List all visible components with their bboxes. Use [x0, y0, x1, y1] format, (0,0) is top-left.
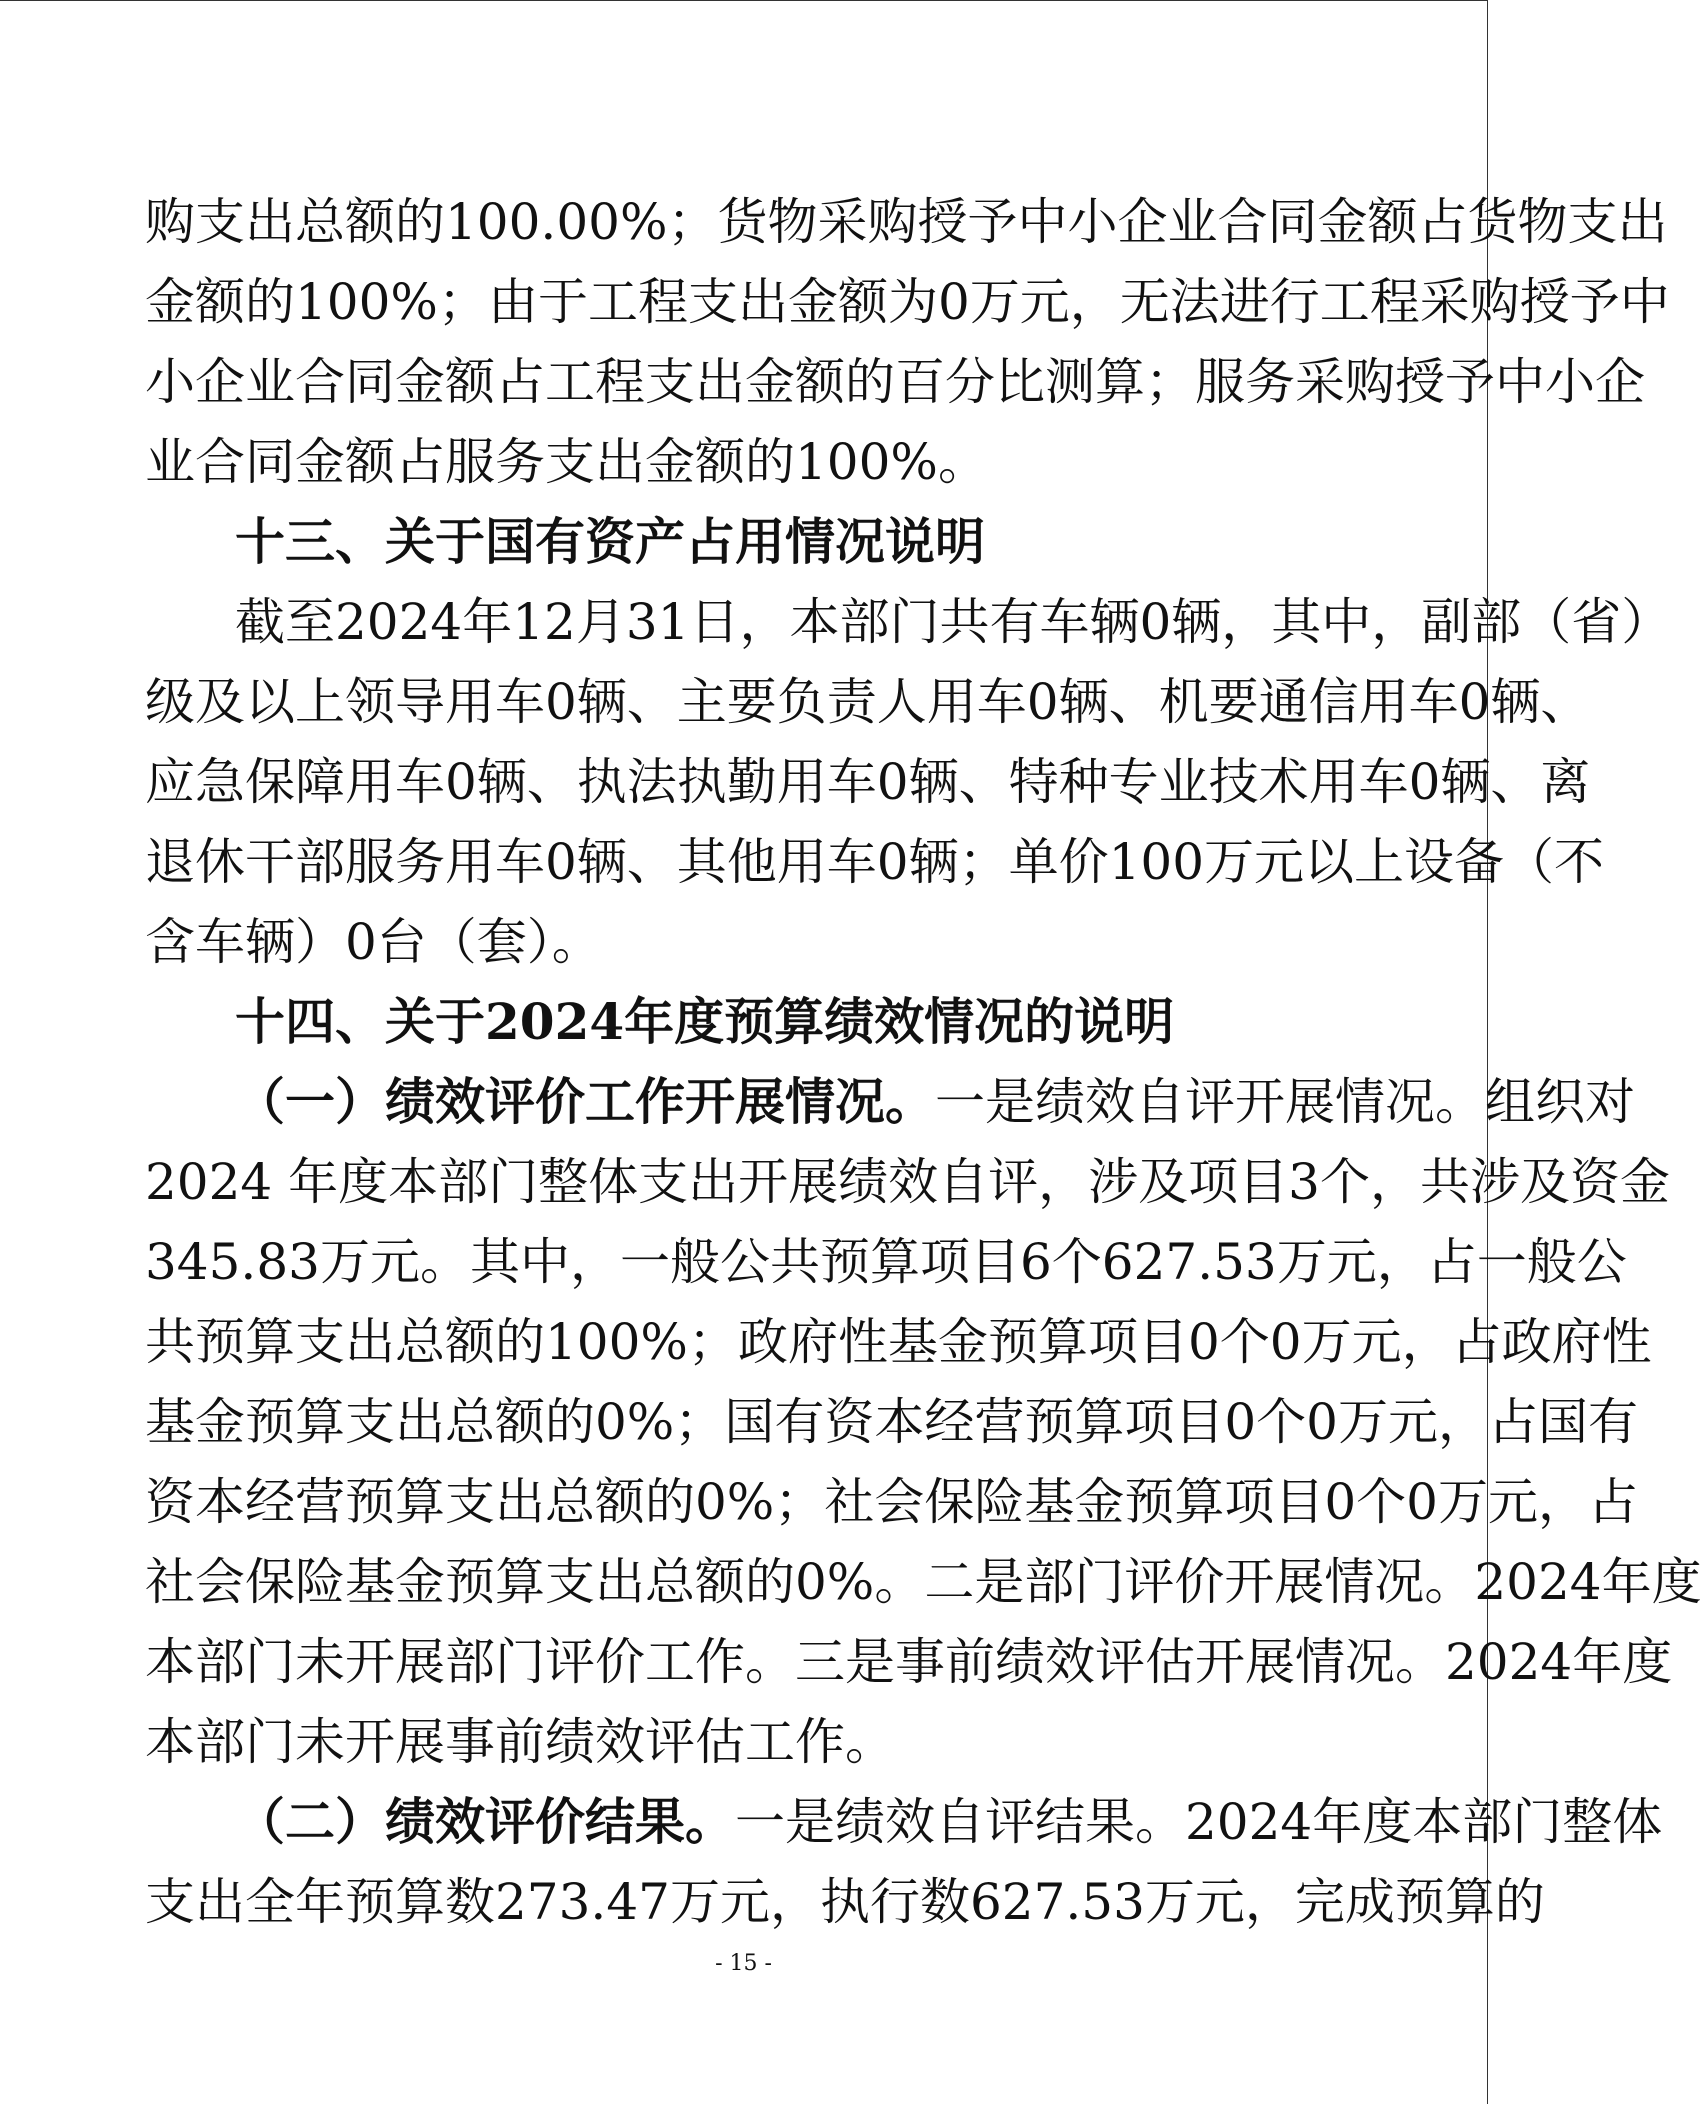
paragraph-line: [145, 1702, 1340, 1782]
body-text: 一是绩效自评结果。2024年度本部门整体: [735, 1793, 1663, 1851]
body-text: 业合同金额占服务支出金额的100%。: [145, 433, 988, 491]
body-text: 支出全年预算数273.47万元，执行数627.53万元，完成预算的: [145, 1873, 1545, 1931]
paragraph-line: [145, 1622, 1673, 1702]
paragraph-line: [145, 182, 1668, 262]
paragraph-line: [145, 582, 1672, 662]
paragraph-line: [145, 1542, 1702, 1622]
bold-lead-text: （一）绩效评价工作开展情况。: [235, 1072, 935, 1131]
body-text: 345.83万元。其中，一般公共预算项目6个627.53万元，占一般公: [145, 1233, 1627, 1291]
body-text: 本部门未开展事前绩效评估工作。: [145, 1713, 895, 1771]
paragraph-line: [145, 662, 1591, 742]
paragraph-line: [145, 422, 1340, 502]
section-heading: [145, 982, 1340, 1062]
page-number: - 15 -: [715, 1951, 772, 1976]
body-text: 截至2024年12月31日，本部门共有车辆0辆，其中，副部（省）: [235, 593, 1672, 651]
paragraph-line: [145, 1222, 1627, 1302]
paragraph-line: [145, 1062, 1635, 1142]
section-heading: [145, 502, 1340, 582]
body-text: 退休干部服务用车0辆、其他用车0辆；单价100万元以上设备（不: [145, 833, 1605, 891]
body-text: 资本经营预算支出总额的0%；社会保险基金预算项目0个0万元，占: [145, 1473, 1638, 1531]
bold-lead-text: 十三、关于国有资产占用情况说明: [235, 512, 985, 571]
body-text: 购支出总额的100.00%；货物采购授予中小企业合同金额占货物支出: [145, 193, 1668, 251]
body-text: 一是绩效自评开展情况。组织对: [935, 1073, 1635, 1131]
paragraph-line: [145, 262, 1670, 342]
paragraph-line: [145, 742, 1591, 822]
bold-lead-text: （二）绩效评价结果。: [235, 1792, 735, 1851]
paragraph-line: [145, 1462, 1638, 1542]
body-text: 含车辆）0台（套）。: [145, 913, 602, 971]
paragraph-line: [145, 1302, 1652, 1382]
body-text: 金额的100%；由于工程支出金额为0万元，无法进行工程采购授予中: [145, 273, 1670, 331]
bold-lead-text: 十四、关于2024年度预算绩效情况的说明: [235, 992, 1175, 1051]
body-text: 应急保障用车0辆、执法执勤用车0辆、特种专业技术用车0辆、离: [145, 753, 1591, 811]
paragraph-line: [145, 1382, 1638, 1462]
paragraph-line: [145, 822, 1605, 902]
body-text: 基金预算支出总额的0%；国有资本经营预算项目0个0万元，占国有: [145, 1393, 1638, 1451]
body-text: 级及以上领导用车0辆、主要负责人用车0辆、机要通信用车0辆、: [145, 673, 1591, 731]
paragraph-line: [145, 902, 1340, 982]
paragraph-line: [145, 1862, 1545, 1942]
paragraph-line: [145, 1142, 1670, 1222]
body-text: 2024 年度本部门整体支出开展绩效自评，涉及项目3个，共涉及资金: [145, 1153, 1670, 1211]
body-text: 社会保险基金预算支出总额的0%。二是部门评价开展情况。2024年度: [145, 1553, 1702, 1611]
body-text: 共预算支出总额的100%；政府性基金预算项目0个0万元，占政府性: [145, 1313, 1652, 1371]
paragraph-line: [145, 1782, 1663, 1862]
body-text: 小企业合同金额占工程支出金额的百分比测算；服务采购授予中小企: [145, 353, 1645, 411]
paragraph-line: [145, 342, 1645, 422]
body-text: 本部门未开展部门评价工作。三是事前绩效评估开展情况。2024年度: [145, 1633, 1673, 1691]
